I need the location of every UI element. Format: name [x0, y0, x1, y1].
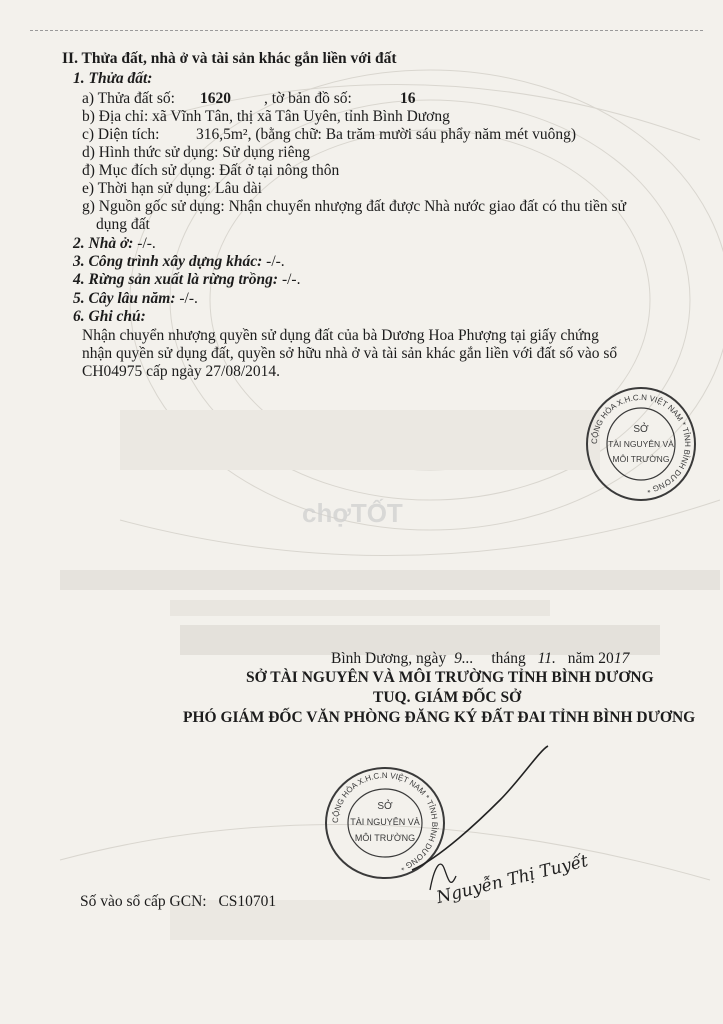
date-year-label: năm 20: [567, 650, 614, 667]
note-line: CH04975 cấp ngày 27/08/2014.: [82, 363, 281, 380]
section-title: II. Thửa đất, nhà ở và tài sản khác gắn liền với đất: [62, 50, 397, 67]
usage-origin: g) Nguồn gốc sử dụng: Nhận chuyển nhượng đất được Nhà nước giao đất có thu tiền sử: [82, 198, 626, 215]
handwritten-signature: [400, 740, 600, 910]
construction-row: [73, 253, 285, 271]
perennial-row: [73, 290, 198, 308]
registry-value: CS10701: [218, 893, 277, 910]
top-dashed-line: [30, 30, 703, 31]
stamp-center-line: SỞ: [633, 424, 649, 435]
construction-label: 3. Công trình xây dựng khác:: [73, 253, 263, 270]
registry-row: [80, 893, 276, 911]
house-row: [73, 235, 156, 253]
usage-purpose: đ) Mục đích sử dụng: Đất ở tại nông thôn: [82, 162, 340, 179]
perennial-label: 5. Cây lâu năm:: [73, 290, 176, 307]
registry-label: Số vào sổ cấp GCN:: [80, 893, 207, 910]
note-line: Nhận chuyển nhượng quyền sử dụng đất của bà Dương Hoa Phượng tại giấy chứng: [82, 327, 599, 344]
map-sheet-label: , tờ bản đồ số:: [264, 90, 352, 107]
parcel-number-label: a) Thửa đất số:: [82, 90, 175, 107]
parcel-heading: 1. Thửa đất:: [73, 70, 153, 87]
usage-origin-cont: dụng đất: [96, 216, 150, 233]
parcel-area-label: c) Diện tích:: [82, 126, 160, 143]
stamp-center-line: MÔI TRƯỜNG: [612, 454, 670, 464]
house-value: -/-.: [137, 235, 156, 252]
date-day: 9...: [454, 650, 474, 667]
parcel-area-row: [82, 126, 577, 144]
signing-date-row: [331, 650, 629, 668]
date-year: 17: [613, 650, 630, 667]
parcel-area-value: 316,5m², (bằng chữ: Ba trăm mười sáu phẩy năm mét vuông): [196, 126, 577, 143]
house-label: 2. Nhà ở:: [73, 235, 134, 252]
note-line: nhận quyền sử dụng đất, quyền sở hữu nhà ở và tài sản khác gắn liền với đất số vào sổ: [82, 345, 618, 362]
signer-name: Nguyễn Thị Tuyết: [434, 851, 591, 909]
forest-label: 4. Rừng sản xuất là rừng trồng:: [73, 271, 279, 288]
signer-position: PHÓ GIÁM ĐỐC VĂN PHÒNG ĐĂNG KÝ ĐẤT ĐAI TỈNH BÌNH DƯƠNG: [183, 709, 696, 726]
map-sheet-value: 16: [400, 90, 416, 107]
date-prefix: Bình Dương, ngày: [331, 650, 447, 667]
construction-value: -/-.: [266, 253, 285, 270]
usage-term: e) Thời hạn sử dụng: Lâu dài: [82, 180, 262, 197]
stamp-ring-text: CỘNG HÒA X.H.C.N VIỆT NAM * TỈNH BÌNH DƯƠNG *: [589, 392, 693, 495]
perennial-value: -/-.: [179, 290, 198, 307]
stamp-center-line: SỞ: [377, 801, 393, 812]
parcel-address: b) Địa chỉ: xã Vĩnh Tân, thị xã Tân Uyên, tỉnh Bình Dương: [82, 108, 450, 125]
forest-row: [73, 271, 300, 289]
usage-form: d) Hình thức sử dụng: Sử dụng riêng: [82, 144, 310, 161]
stamp-center-line: MÔI TRƯỜNG: [354, 833, 416, 843]
date-month-label: tháng: [491, 650, 526, 667]
notes-heading: 6. Ghi chú:: [73, 308, 146, 325]
stamp-ring-text: CỘNG HÒA X.H.C.N VIỆT NAM * TỈNH BÌNH DƯƠNG *: [330, 770, 440, 873]
official-stamp-top: [585, 385, 697, 503]
parcel-number-value: 1620: [200, 90, 231, 107]
date-month: 11.: [537, 650, 556, 667]
issuing-authority: SỞ TÀI NGUYÊN VÀ MÔI TRƯỜNG TỈNH BÌNH DƯƠNG: [246, 669, 654, 686]
on-behalf-of: TUQ. GIÁM ĐỐC SỞ: [373, 689, 522, 706]
forest-value: -/-.: [281, 271, 301, 288]
watermark-text: chợTỐT: [302, 498, 403, 528]
parcel-number-row: [82, 90, 416, 108]
stamp-center-line: TÀI NGUYÊN VÀ: [350, 817, 420, 827]
stamp-center-line: TÀI NGUYÊN VÀ: [608, 439, 674, 449]
